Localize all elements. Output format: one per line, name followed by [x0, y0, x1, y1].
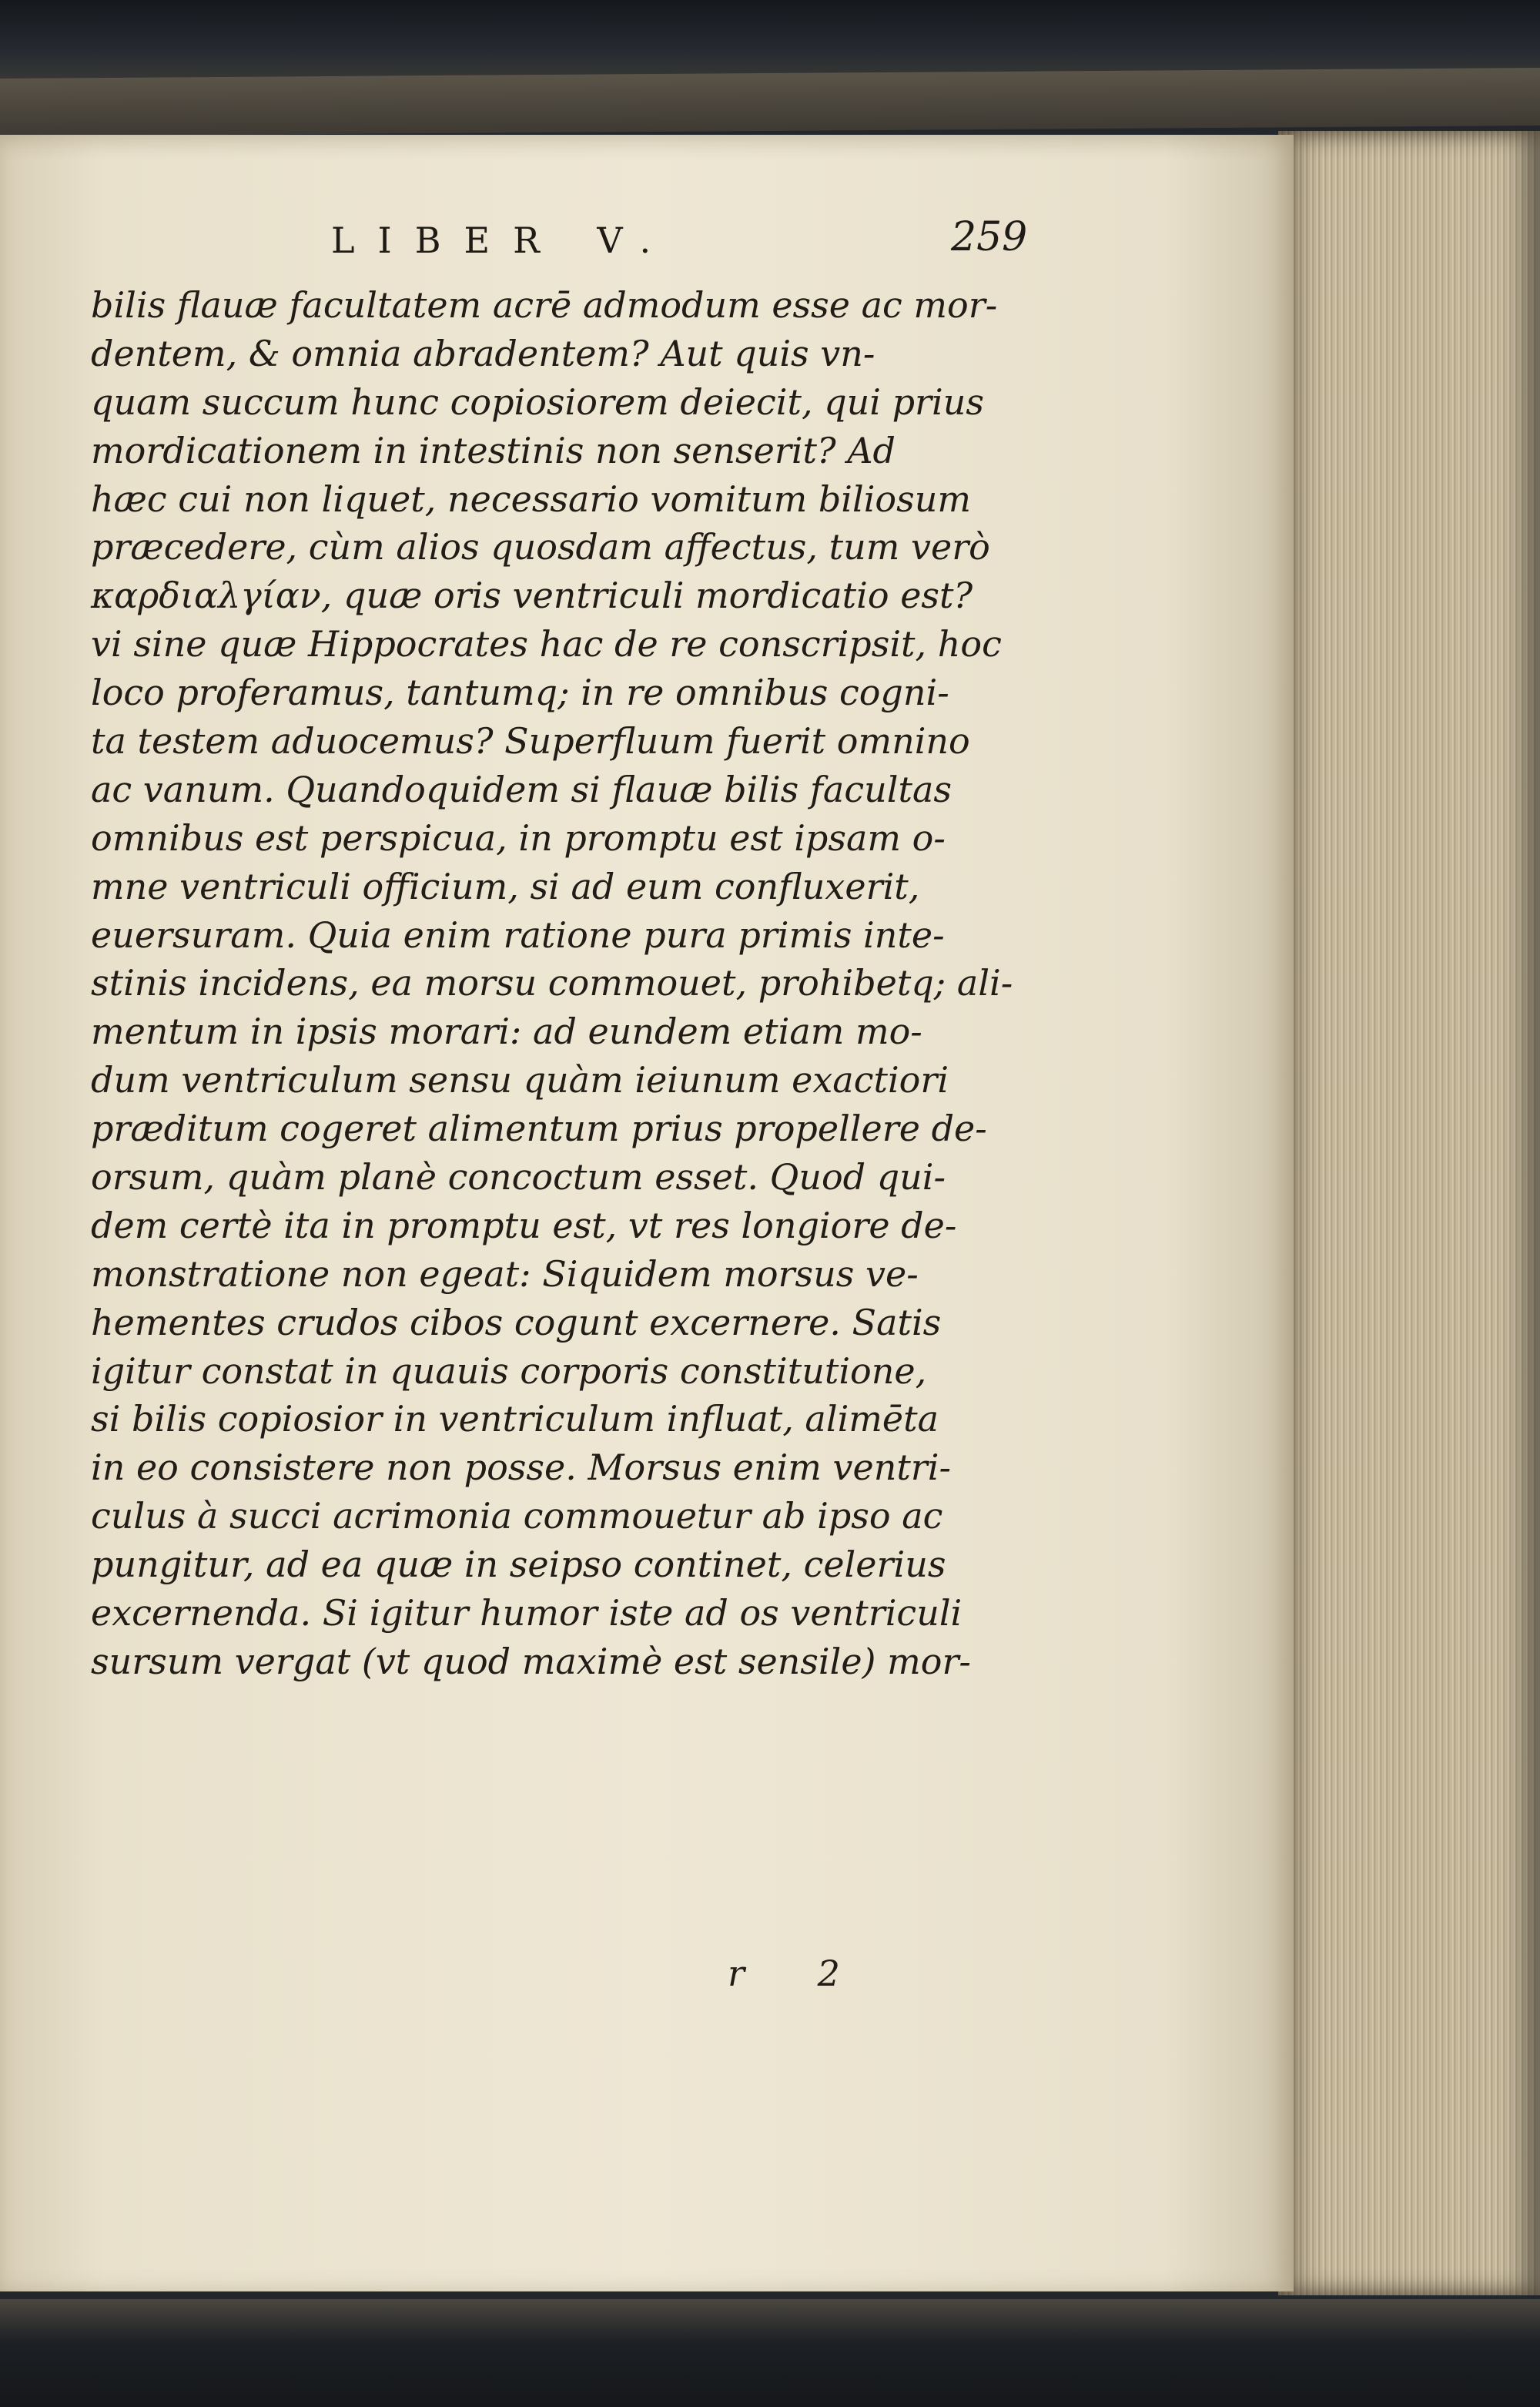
text-line: stinis incidens, ea morsu commouet, prohibetq; ali- — [91, 962, 1013, 1004]
text-line: sursum vergat (vt quod maximè est sensile) mor- — [91, 1640, 971, 1682]
text-line: culus à succi acrimonia commouetur ab ipso ac — [91, 1495, 943, 1537]
book-cover-edge — [0, 68, 1540, 136]
text-line: dentem, & omnia abradentem? Aut quis vn- — [91, 332, 875, 374]
text-line: igitur constat in quauis corporis constitutione, — [91, 1349, 927, 1392]
text-line: quam succum hunc copiosiorem deiecit, qui prius — [91, 380, 984, 423]
page-number: 259 — [951, 214, 1028, 260]
text-line: dum ventriculum sensu quàm ieiunum exactiori — [91, 1059, 949, 1101]
text-line: dem certè ita in promptu est, vt res longiore de- — [91, 1204, 957, 1246]
scanner-bottom-background — [0, 2299, 1540, 2407]
text-line: monstratione non egeat: Siquidem morsus ve- — [91, 1252, 919, 1295]
text-line: vi sine quæ Hippocrates hac de re conscripsit, hoc — [91, 623, 1002, 665]
text-line: pungitur, ad ea quæ in seipso continet, celerius — [91, 1544, 946, 1586]
text-line: præditum cogeret alimentum prius propellere de- — [91, 1108, 987, 1150]
text-line: loco proferamus, tantumq; in re omnibus cogni- — [91, 672, 949, 714]
text-line: bilis flauæ facultatem acrē admodum esse ac mor- — [91, 284, 998, 326]
text-line: hementes crudos cibos cogunt excernere. Satis — [91, 1301, 942, 1343]
text-line: si bilis copiosior in ventriculum influat, alimēta — [91, 1398, 939, 1440]
text-line: καρδιαλγίαν, quæ oris ventriculi mordicatio est? — [91, 575, 973, 617]
signature-mark: r 2 — [728, 1953, 871, 1994]
text-line: excernenda. Si igitur humor iste ad os ventriculi — [91, 1592, 962, 1634]
running-head: LIBER V. — [331, 220, 675, 261]
body-text — [91, 281, 1013, 1686]
text-line: mne ventriculi officium, si ad eum confluxerit, — [91, 865, 920, 907]
text-line: præcedere, cùm alios quosdam affectus, tum verò — [91, 526, 990, 568]
text-line: mordicationem in intestinis non senserit? Ad — [91, 429, 896, 471]
text-line: ac vanum. Quandoquidem si flauæ bilis facultas — [91, 768, 952, 810]
text-line: hæc cui non liquet, necessario vomitum biliosum — [91, 478, 971, 520]
text-line: euersuram. Quia enim ratione pura primis inte- — [91, 914, 945, 956]
text-line: orsum, quàm planè concoctum esset. Quod qui- — [91, 1156, 946, 1198]
text-line: mentum in ipsis morari: ad eundem etiam mo- — [91, 1011, 922, 1053]
text-line: omnibus est perspicua, in promptu est ipsam o- — [91, 816, 946, 859]
text-line: in eo consistere non posse. Morsus enim ventri- — [91, 1447, 952, 1489]
book-page-edges — [1278, 131, 1540, 2295]
text-line: ta testem aduocemus? Superfluum fuerit omnino — [91, 720, 970, 763]
